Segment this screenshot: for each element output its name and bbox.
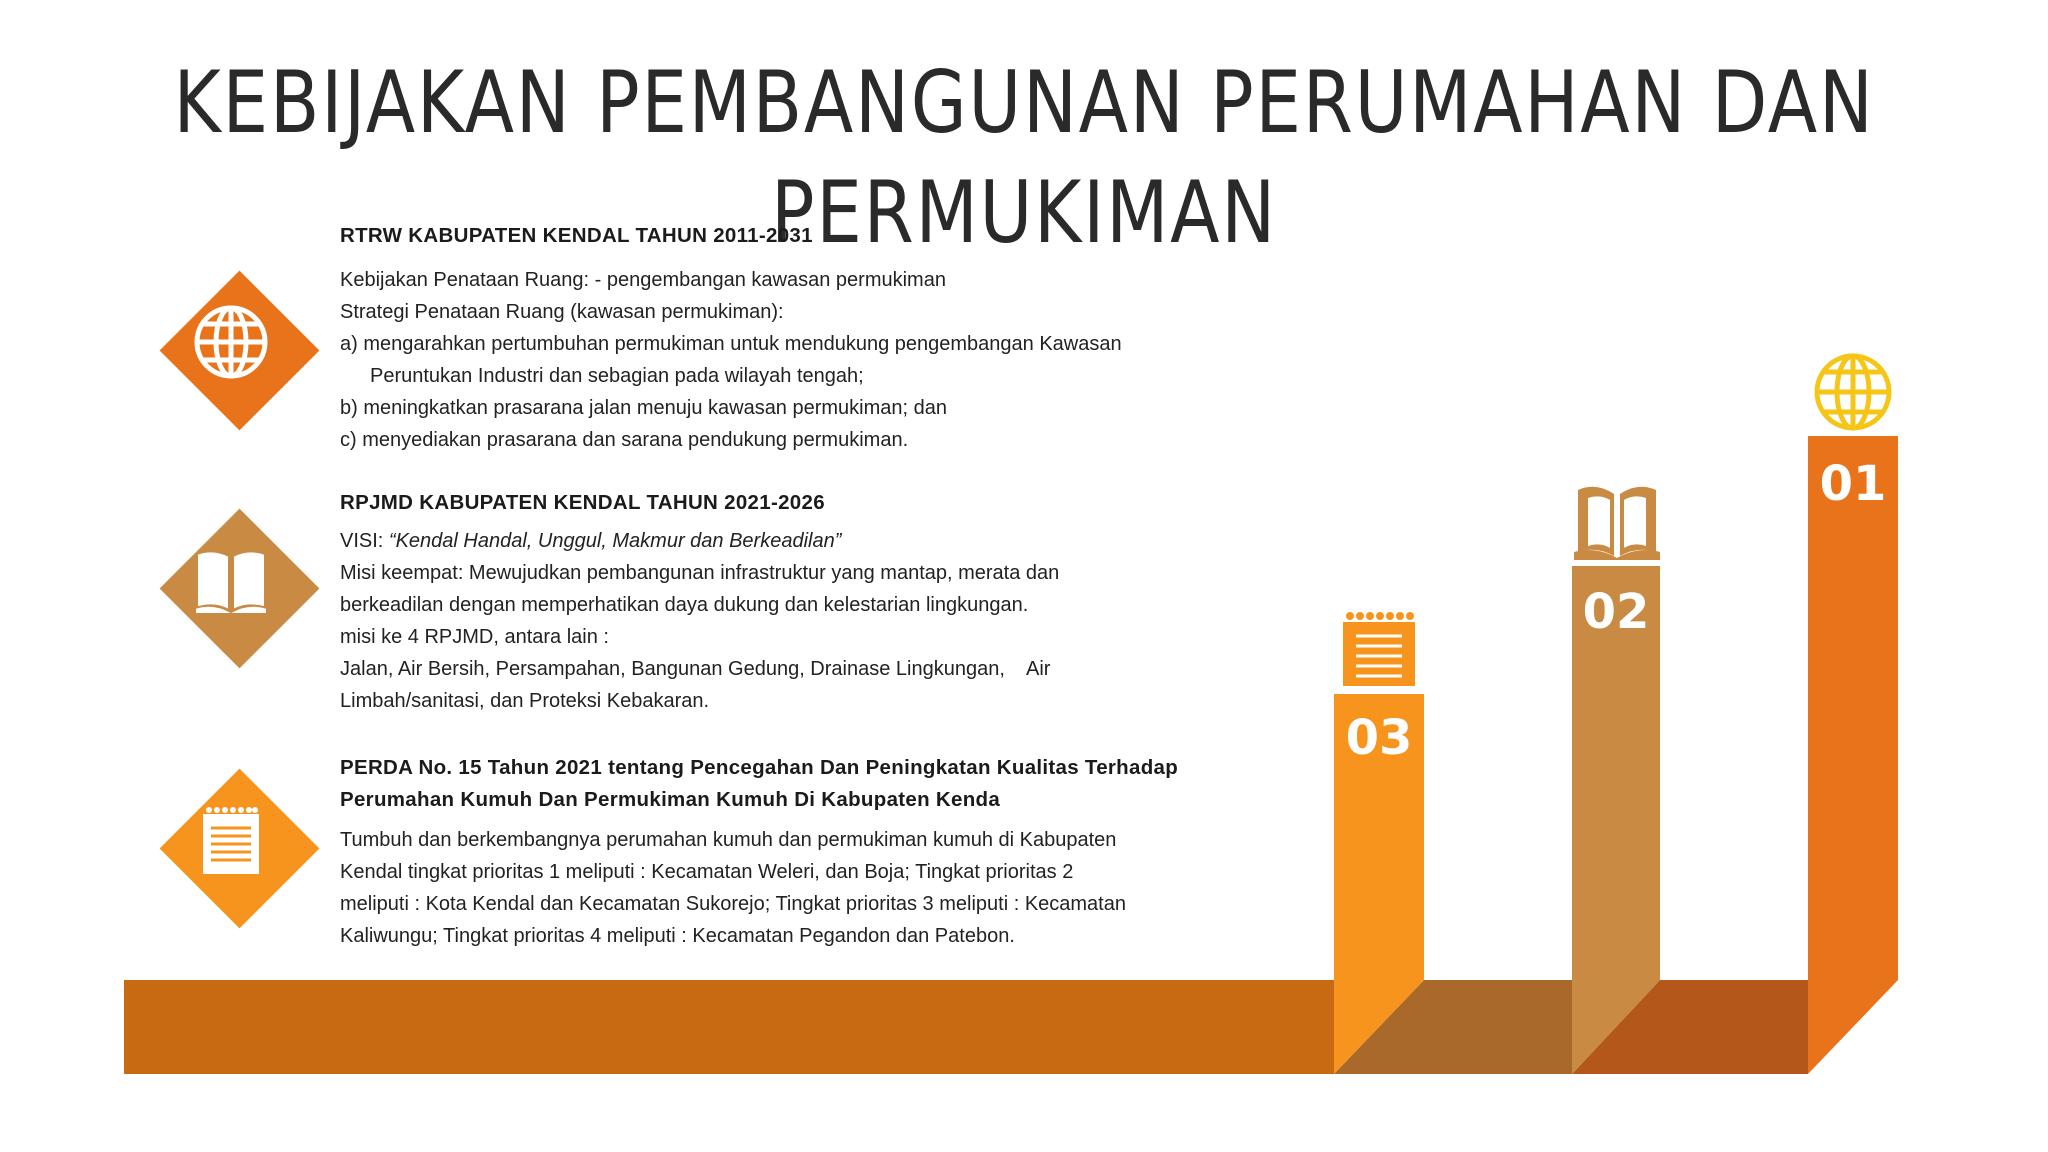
text-line: Tumbuh dan berkembangnya perumahan kumuh dan permukiman kumuh di Kabupaten bbox=[340, 829, 1117, 851]
text-line: Strategi Penataan Ruang (kawasan permukiman): bbox=[340, 301, 784, 323]
text-line: b) meningkatkan prasarana jalan menuju kawasan permukiman; dan bbox=[340, 397, 948, 419]
book-icon bbox=[1574, 487, 1660, 560]
step-number-01: 01 bbox=[1819, 456, 1887, 512]
text-line: Limbah/sanitasi, dan Proteksi Kebakaran. bbox=[340, 690, 710, 712]
visi-label: VISI: bbox=[340, 530, 389, 552]
page-title: KEBIJAKAN PEMBANGUNAN PERUMAHAN DAN PERMUKIMAN bbox=[173, 53, 1875, 263]
section-heading: PERDA No. 15 Tahun 2021 tentang Pencegahan Dan Peningkatan Kualitas Terhadap bbox=[340, 756, 1179, 779]
step-number-02: 02 bbox=[1582, 584, 1650, 640]
text-line: a) mengarahkan pertumbuhan permukiman untuk mendukung pengembangan Kawasan bbox=[340, 333, 1122, 355]
section-heading: RPJMD KABUPATEN KENDAL TAHUN 2021-2026 bbox=[340, 491, 825, 514]
section-heading: Perumahan Kumuh Dan Permukiman Kumuh Di Kabupaten Kenda bbox=[340, 788, 1001, 811]
section-heading: RTRW KABUPATEN KENDAL TAHUN 2011-2031 bbox=[340, 224, 813, 247]
text-line: berkeadilan dengan memperhatikan daya dukung dan kelestarian lingkungan. bbox=[340, 594, 1029, 616]
step-number-03: 03 bbox=[1345, 710, 1413, 766]
visi-text: “Kendal Handal, Unggul, Makmur dan Berkeadilan” bbox=[388, 530, 842, 552]
text-line: meliputi : Kota Kendal dan Kecamatan Sukorejo; Tingkat prioritas 3 meliputi : Kecamatan bbox=[340, 893, 1126, 915]
text-line: Kaliwungu; Tingkat prioritas 4 meliputi : Kecamatan Pegandon dan Patebon. bbox=[340, 925, 1015, 947]
globe-icon bbox=[1817, 356, 1889, 428]
column-01 bbox=[1808, 436, 1898, 1074]
notepad-icon bbox=[1343, 612, 1415, 686]
text-line: Misi keempat: Mewujudkan pembangunan infrastruktur yang mantap, merata dan bbox=[340, 562, 1060, 584]
text-line: Kendal tingkat prioritas 1 meliputi : Kecamatan Weleri, dan Boja; Tingkat prioritas 2 bbox=[340, 861, 1074, 883]
text-line: misi ke 4 RPJMD, antara lain : bbox=[340, 626, 609, 648]
text-line: c) menyediakan prasarana dan sarana pendukung permukiman. bbox=[340, 429, 909, 451]
text-line: Peruntukan Industri dan sebagian pada wilayah tengah; bbox=[370, 365, 864, 387]
base-bar bbox=[124, 980, 1334, 1074]
text-line: Kebijakan Penataan Ruang: - pengembangan kawasan permukiman bbox=[340, 269, 946, 291]
text-line: Jalan, Air Bersih, Persampahan, Bangunan Gedung, Drainase Lingkungan, Air bbox=[340, 658, 1051, 680]
